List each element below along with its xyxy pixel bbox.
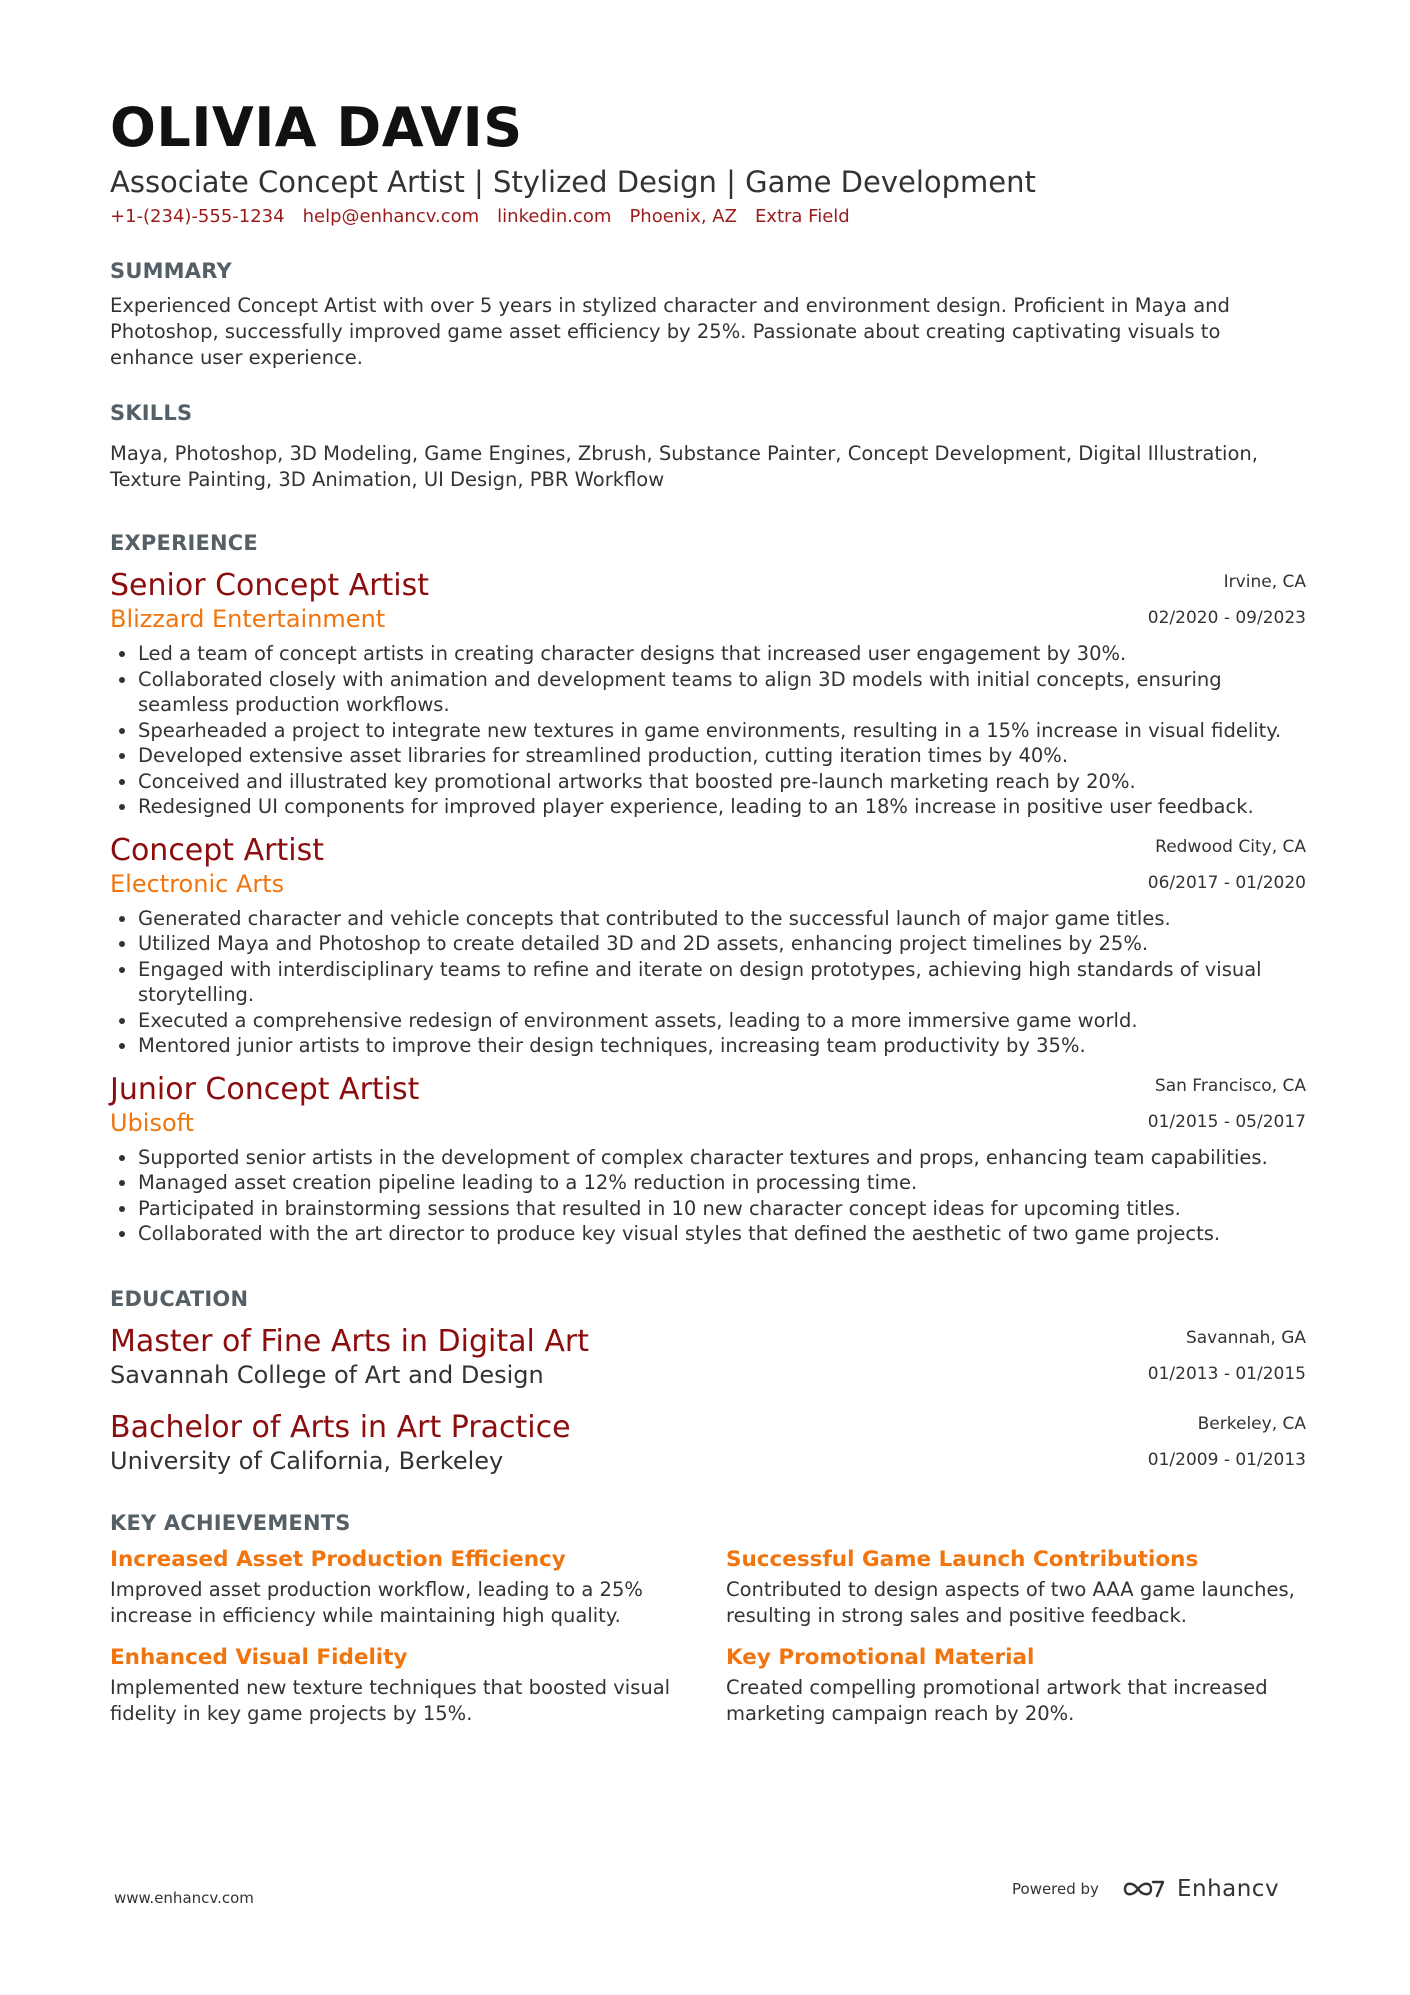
job-dates: 02/2020 - 09/2023 bbox=[1147, 608, 1306, 628]
job-bullet: • Developed extensive asset libraries for streamlined production, cutting iteration times by 40%. bbox=[138, 743, 1306, 769]
powered-by-label: Powered by bbox=[1012, 1880, 1099, 1898]
job-meta bbox=[1148, 834, 1306, 896]
summary-heading: SUMMARY bbox=[110, 259, 232, 283]
footer-website[interactable]: www.enhancv.com bbox=[114, 1889, 254, 1907]
job-bullet: • Spearheaded a project to integrate new textures in game environments, resulting in a 15% increase in visual fidelity. bbox=[138, 718, 1306, 744]
achievement-title: Increased Asset Production Efficiency bbox=[110, 1546, 566, 1572]
achievement-text: Created compelling promotional artwork that increased marketing campaign reach by 20%. bbox=[726, 1675, 1268, 1725]
contact-email[interactable]: help@enhancv.com bbox=[302, 206, 480, 227]
school-name: Savannah College of Art and Design bbox=[110, 1360, 544, 1389]
education-item bbox=[110, 1411, 1306, 1477]
job-bullet: • Executed a comprehensive redesign of environment assets, leading to a more immersive game world. bbox=[138, 1008, 1306, 1034]
enhancv-logo-icon bbox=[1121, 1876, 1167, 1902]
achievement-title: Enhanced Visual Fidelity bbox=[110, 1644, 408, 1670]
achievement-text: Contributed to design aspects of two AAA game launches, resulting in strong sales and positive feedback. bbox=[726, 1577, 1295, 1627]
achievement-text: Implemented new texture techniques that boosted visual fidelity in key game projects by 15%. bbox=[110, 1675, 671, 1725]
job-dates: 06/2017 - 01/2020 bbox=[1147, 872, 1306, 893]
degree-title: Bachelor of Arts in Art Practice bbox=[110, 1409, 571, 1445]
job-dates: 01/2015 - 05/2017 bbox=[1147, 1111, 1306, 1132]
experience-item bbox=[110, 834, 1306, 1059]
achievement-text: Improved asset production workflow, leading to a 25% increase in efficiency while maintaining high quality. bbox=[110, 1577, 643, 1627]
experience-section bbox=[110, 531, 1306, 1247]
job-location: Redwood City, CA bbox=[1155, 836, 1306, 857]
footer-powered bbox=[1012, 1876, 1279, 1902]
job-bullet: • Supported senior artists in the development of complex character textures and props, enhancing team capabilities. bbox=[138, 1145, 1306, 1171]
job-bullet: • Redesigned UI components for improved player experience, leading to an 18% increase in positive user feedback. bbox=[138, 794, 1306, 820]
enhancv-brand[interactable] bbox=[1121, 1876, 1279, 1902]
summary-section bbox=[110, 259, 1306, 371]
achievements-grid bbox=[110, 1545, 1306, 1727]
education-dates: 01/2009 - 01/2013 bbox=[1147, 1449, 1306, 1470]
education-location: Savannah, GA bbox=[1185, 1327, 1306, 1348]
experience-item bbox=[110, 569, 1306, 820]
summary-text: Experienced Concept Artist with over 5 years in stylized character and environment design. Proficient in Maya and Photoshop, successfully improved game asset efficiency by 25%. Passionate about creating captivating visuals to enhance user experience. bbox=[110, 294, 1230, 369]
education-meta bbox=[1148, 1411, 1306, 1473]
education-dates: 01/2013 - 01/2015 bbox=[1147, 1363, 1306, 1384]
achievements-heading: KEY ACHIEVEMENTS bbox=[110, 1510, 351, 1535]
job-bullet: • Mentored junior artists to improve their design techniques, increasing team productivity by 35%. bbox=[138, 1033, 1306, 1059]
education-meta bbox=[1148, 1325, 1306, 1387]
job-meta bbox=[1148, 1073, 1306, 1135]
contact-info bbox=[110, 206, 1306, 227]
achievement-title: Key Promotional Material bbox=[726, 1644, 1035, 1670]
job-title: Senior Concept Artist bbox=[110, 568, 430, 603]
skills-section bbox=[110, 401, 1306, 493]
job-bullet: • Conceived and illustrated key promotional artworks that boosted pre-launch marketing reach by 20%. bbox=[138, 769, 1306, 795]
job-title: Concept Artist bbox=[110, 832, 324, 868]
job-bullet: • Collaborated with the art director to produce key visual styles that defined the aesthetic of two game projects. bbox=[138, 1221, 1306, 1247]
job-location: Irvine, CA bbox=[1223, 572, 1306, 592]
school-name: University of California, Berkeley bbox=[110, 1446, 504, 1475]
job-bullet: • Generated character and vehicle concepts that contributed to the successful launch of major game titles. bbox=[138, 906, 1306, 932]
job-bullets bbox=[110, 641, 1306, 820]
achievement-title: Successful Game Launch Contributions bbox=[726, 1546, 1199, 1572]
achievement-item bbox=[726, 1545, 1306, 1629]
experience-heading: EXPERIENCE bbox=[110, 531, 258, 555]
achievements-section bbox=[110, 1511, 1306, 1727]
education-heading: EDUCATION bbox=[110, 1286, 249, 1311]
candidate-headline: Associate Concept Artist | Stylized Design | Game Development bbox=[110, 165, 1036, 199]
enhancv-wordmark: Enhancv bbox=[1176, 1876, 1280, 1902]
achievement-item bbox=[110, 1545, 726, 1629]
resume-header bbox=[110, 96, 1306, 227]
achievement-item bbox=[110, 1643, 726, 1727]
job-company: Ubisoft bbox=[110, 1108, 195, 1137]
job-bullet: • Participated in brainstorming sessions that resulted in 10 new character concept ideas for upcoming titles. bbox=[138, 1196, 1306, 1222]
job-bullet: • Engaged with interdisciplinary teams to refine and iterate on design prototypes, achieving high standards of visual storytelling. bbox=[138, 957, 1306, 1008]
job-meta bbox=[1148, 569, 1306, 631]
experience-item bbox=[110, 1073, 1306, 1247]
job-company: Electronic Arts bbox=[110, 869, 285, 898]
education-item bbox=[110, 1325, 1306, 1391]
job-bullet: • Collaborated closely with animation and development teams to align 3D models with initial concepts, ensuring seamless production workflows. bbox=[138, 667, 1306, 718]
contact-phone[interactable]: +1-(234)-555-1234 bbox=[110, 206, 285, 227]
skills-text: Maya, Photoshop, 3D Modeling, Game Engines, Zbrush, Substance Painter, Concept Development, Digital Illustration, Texture Painting, 3D Animation, UI Design, PBR Workflow bbox=[110, 442, 1258, 491]
job-bullet: • Utilized Maya and Photoshop to create detailed 3D and 2D assets, enhancing project timelines by 25%. bbox=[138, 931, 1306, 957]
job-title: Junior Concept Artist bbox=[110, 1071, 420, 1107]
job-bullets bbox=[110, 906, 1306, 1059]
resume-page bbox=[110, 96, 1306, 1727]
degree-title: Master of Fine Arts in Digital Art bbox=[110, 1323, 589, 1359]
contact-extra: Extra Field bbox=[754, 206, 850, 227]
contact-linkedin[interactable]: linkedin.com bbox=[497, 206, 612, 227]
job-bullets bbox=[110, 1145, 1306, 1247]
skills-heading: SKILLS bbox=[110, 401, 193, 425]
job-bullet: • Managed asset creation pipeline leading to a 12% reduction in processing time. bbox=[138, 1170, 1306, 1196]
job-company: Blizzard Entertainment bbox=[110, 605, 386, 633]
contact-location: Phoenix, AZ bbox=[629, 206, 737, 227]
education-section bbox=[110, 1287, 1306, 1477]
achievement-item bbox=[726, 1643, 1306, 1727]
job-location: San Francisco, CA bbox=[1154, 1075, 1306, 1096]
education-location: Berkeley, CA bbox=[1197, 1413, 1306, 1434]
candidate-name: OLIVIA DAVIS bbox=[110, 96, 523, 159]
job-bullet: • Led a team of concept artists in creating character designs that increased user engagement by 30%. bbox=[138, 641, 1306, 667]
